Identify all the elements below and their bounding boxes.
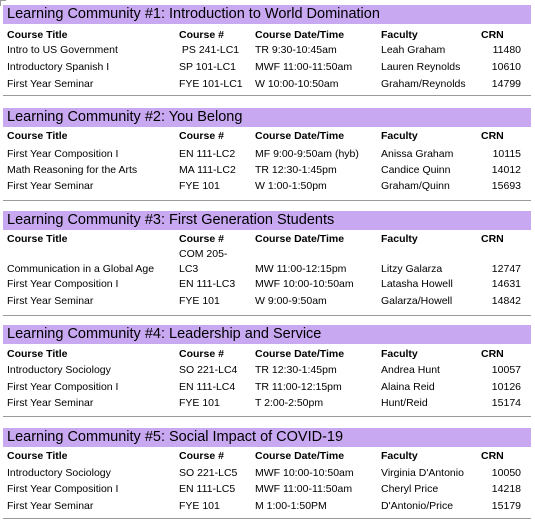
course-date-time: MWF 11:00-11:50am	[255, 483, 353, 495]
col-crn-header: CRN	[481, 29, 504, 41]
course-number: FYE 101	[179, 180, 220, 192]
course-date-time: M 1:00-1:50PM	[255, 500, 327, 512]
faculty: Virginia D'Antonio	[381, 467, 464, 479]
crn: 12747	[491, 263, 521, 275]
crn: 14012	[491, 164, 521, 176]
faculty: Graham/Reynolds	[381, 78, 466, 90]
course-date-time: MWF 11:00-11:50am	[255, 61, 353, 73]
community-title: Learning Community #2: You Belong	[3, 108, 531, 127]
col-date-time-header: Course Date/Time	[255, 450, 345, 462]
faculty: Litzy Galarza	[381, 263, 443, 275]
course-title: First Year Composition I	[7, 381, 119, 393]
col-date-time-header: Course Date/Time	[255, 233, 345, 245]
col-faculty-header: Faculty	[381, 233, 418, 245]
course-title: Intro to US Government	[7, 44, 118, 56]
course-date-time: MWF 10:00-10:50am	[255, 278, 354, 290]
faculty: D'Antonio/Price	[381, 500, 454, 512]
community-title: Learning Community #4: Leadership and Service	[3, 325, 531, 344]
table-row	[3, 276, 531, 292]
col-crn-header: CRN	[481, 450, 504, 462]
table-row	[3, 395, 531, 411]
col-faculty-header: Faculty	[381, 29, 418, 41]
table-row	[3, 465, 531, 481]
crn: 15693	[491, 180, 521, 192]
table-header-row	[3, 346, 531, 362]
faculty: Hunt/Reid	[381, 397, 428, 409]
learning-community-3	[3, 211, 531, 307]
table-row	[3, 261, 531, 277]
faculty: Andrea Hunt	[381, 364, 440, 376]
course-title: Math Reasoning for the Arts	[7, 164, 138, 176]
course-title: First Year Composition I	[7, 278, 119, 290]
section-divider	[3, 315, 531, 316]
col-faculty-header: Faculty	[381, 450, 418, 462]
col-course-number-header: Course #	[179, 450, 224, 462]
community-title: Learning Community #5: Social Impact of COVID-19	[3, 428, 531, 447]
crn: 14799	[491, 78, 521, 90]
table-header-row	[3, 128, 531, 144]
community-title: Learning Community #1: Introduction to World Domination	[3, 5, 531, 24]
course-number: LC3	[179, 263, 199, 275]
course-title: First Year Composition I	[7, 148, 119, 160]
col-date-time-header: Course Date/Time	[255, 29, 345, 41]
col-course-number-header: Course #	[179, 233, 224, 245]
crn: 14842	[491, 295, 521, 307]
course-number: EN 111-LC2	[179, 148, 236, 160]
course-number: FYE 101	[179, 397, 220, 409]
faculty: Latasha Howell	[381, 278, 453, 290]
col-course-number-header: Course #	[179, 348, 224, 360]
course-date-time: TR 12:30-1:45pm	[255, 364, 337, 376]
learning-community-4	[3, 325, 531, 409]
community-title: Learning Community #3: First Generation Students	[3, 211, 531, 230]
col-course-title-header: Course Title	[7, 233, 68, 245]
crn: 10050	[491, 467, 521, 479]
col-crn-header: CRN	[481, 233, 504, 245]
course-date-time: MF 9:00-9:50am (hyb)	[255, 148, 359, 160]
course-title: Introductory Spanish I	[7, 61, 110, 73]
faculty: Graham/Quinn	[381, 180, 450, 192]
section-divider	[3, 95, 531, 96]
col-faculty-header: Faculty	[381, 348, 418, 360]
col-course-number-header: Course #	[179, 130, 224, 142]
course-number: MA 111-LC2	[179, 164, 236, 176]
course-date-time: W 10:00-10:50am	[255, 78, 339, 90]
faculty: Cheryl Price	[381, 483, 439, 495]
course-number: SO 221-LC5	[179, 467, 238, 479]
course-date-time: W 9:00-9:50am	[255, 295, 327, 307]
course-number: EN 111-LC3	[179, 278, 236, 290]
col-course-title-header: Course Title	[7, 29, 68, 41]
course-date-time: TR 9:30-10:45am	[255, 44, 337, 56]
crn: 10115	[492, 148, 521, 160]
course-title: First Year Seminar	[7, 500, 94, 512]
crn: 14218	[491, 483, 521, 495]
course-date-time: W 1:00-1:50pm	[255, 180, 327, 192]
course-title: Introductory Sociology	[7, 364, 111, 376]
learning-community-5	[3, 428, 531, 512]
table-row	[3, 162, 531, 178]
course-title: Communication in a Global Age	[7, 263, 155, 275]
course-number: FYE 101-LC1	[179, 78, 243, 90]
course-date-time: T 2:00-2:50pm	[255, 397, 324, 409]
table-header-row	[3, 231, 531, 247]
learning-community-2	[3, 108, 531, 192]
table-row	[3, 76, 531, 92]
course-date-time: MWF 10:00-10:50am	[255, 467, 354, 479]
course-date-time: TR 11:00-12:15pm	[255, 381, 342, 393]
course-number-wrap-line	[3, 246, 531, 262]
crn: 10126	[491, 381, 521, 393]
course-title: First Year Seminar	[7, 295, 94, 307]
col-course-number-header: Course #	[179, 29, 224, 41]
section-divider	[3, 416, 531, 417]
course-date-time: TR 12:30-1:45pm	[255, 164, 337, 176]
table-row	[3, 293, 531, 309]
course-title: Introductory Sociology	[7, 467, 111, 479]
col-course-title-header: Course Title	[7, 450, 68, 462]
crn: 14631	[491, 278, 521, 290]
learning-community-1	[3, 5, 531, 90]
course-title: First Year Composition I	[7, 483, 119, 495]
faculty: Candice Quinn	[381, 164, 451, 176]
col-course-title-header: Course Title	[7, 348, 68, 360]
table-row	[3, 59, 531, 75]
course-number: SO 221-LC4	[179, 364, 238, 376]
col-date-time-header: Course Date/Time	[255, 130, 345, 142]
course-title: First Year Seminar	[7, 180, 94, 192]
course-date-time: MW 11:00-12:15pm	[255, 263, 347, 275]
crn: 10610	[491, 61, 521, 73]
faculty: Galarza/Howell	[381, 295, 453, 307]
table-row	[3, 481, 531, 497]
table-row	[3, 379, 531, 395]
table-row	[3, 498, 531, 514]
table-row	[3, 146, 531, 162]
col-crn-header: CRN	[481, 130, 504, 142]
course-number: EN 111-LC5	[179, 483, 236, 495]
table-header-row	[3, 448, 531, 464]
col-date-time-header: Course Date/Time	[255, 348, 345, 360]
course-number: FYE 101	[179, 500, 220, 512]
table-row	[3, 42, 531, 58]
course-title: First Year Seminar	[7, 397, 94, 409]
table-row	[3, 362, 531, 378]
faculty: Alaina Reid	[381, 381, 435, 393]
section-divider	[3, 200, 531, 201]
course-number: EN 111-LC4	[179, 381, 236, 393]
col-faculty-header: Faculty	[381, 130, 418, 142]
crn: 15174	[491, 397, 521, 409]
faculty: Leah Graham	[381, 44, 446, 56]
course-number: FYE 101	[179, 295, 220, 307]
course-title: First Year Seminar	[7, 78, 94, 90]
col-course-title-header: Course Title	[7, 130, 68, 142]
course-number: PS 241-LC1	[179, 44, 240, 56]
faculty: Anissa Graham	[381, 148, 454, 160]
section-divider	[3, 518, 531, 519]
table-row	[3, 178, 531, 194]
crn: 15179	[491, 500, 521, 512]
faculty: Lauren Reynolds	[381, 61, 461, 73]
course-number: SP 101-LC1	[179, 61, 237, 73]
table-header-row	[3, 27, 531, 43]
crn: 11480	[492, 44, 521, 56]
col-crn-header: CRN	[481, 348, 504, 360]
course-number-wrap: COM 205-	[179, 248, 228, 260]
crn: 10057	[491, 364, 521, 376]
